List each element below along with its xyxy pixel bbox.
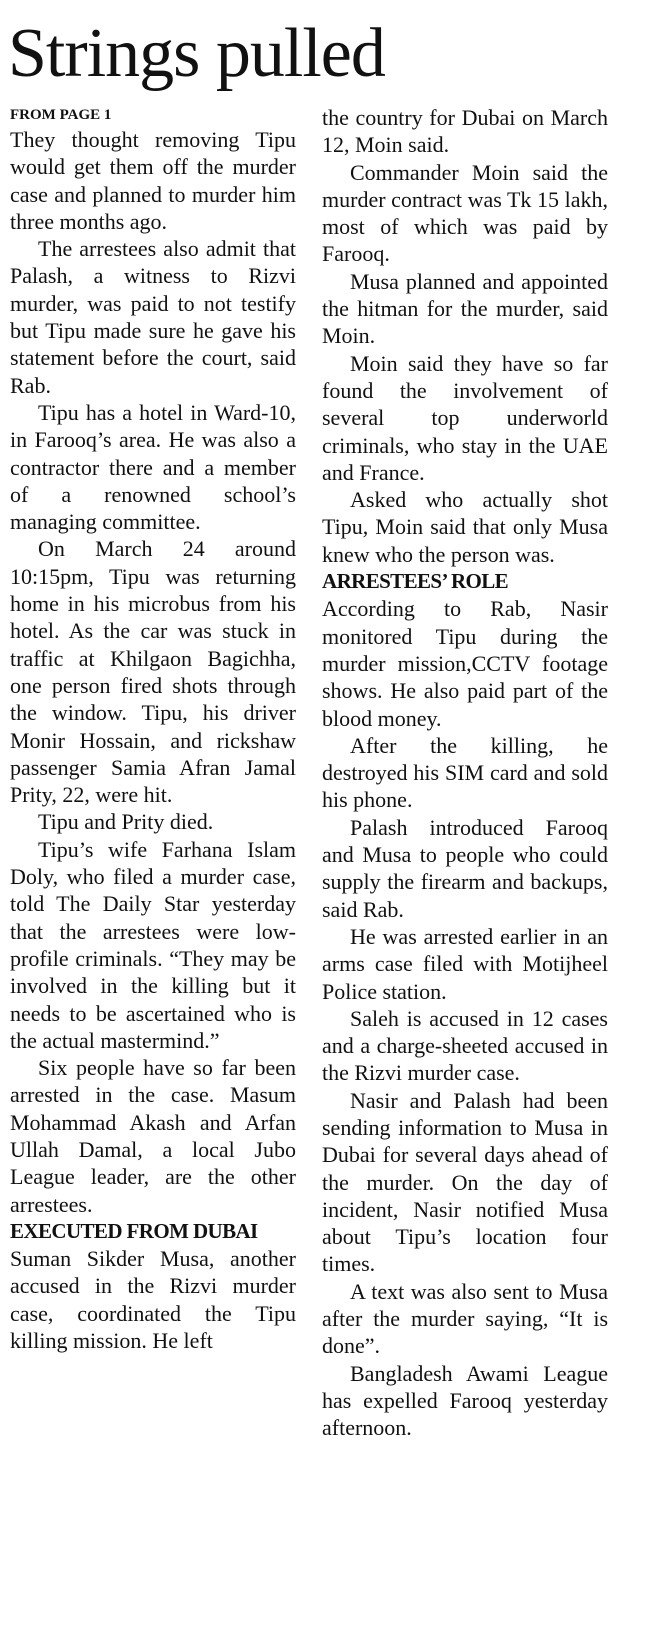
paragraph: After the killing, he destroyed his SIM card and sold his phone. <box>322 732 608 813</box>
paragraph: He was arrested earlier in an arms case filed with Motijheel Police station. <box>322 923 608 1004</box>
paragraph: Suman Sikder Musa, another accused in the Rizvi murder case, coordinated the Tipu killing mission. He left <box>10 1246 296 1354</box>
paragraph: Tipu’s wife Farhana Islam Doly, who filed a murder case, told The Daily Star yesterday that the arrestees were low-profile criminals. “They may be involved in the killing but it needs to be ascertained who is the actual mastermind.” <box>10 836 296 1053</box>
paragraph: Tipu has a hotel in Ward-10, in Farooq’s area. He was also a contractor there and a member of a renowned school’s managing committee. <box>10 399 296 535</box>
paragraph: Six people have so far been arrested in the case. Masum Mohammad Akash and Arfan Ullah Damal, a local Jubo League leader, are the other arrestees. <box>10 1055 296 1217</box>
section-subhead: ARRESTEES’ ROLE <box>322 569 509 594</box>
paragraph: the country for Dubai on March 12, Moin said. <box>322 105 608 158</box>
article-column-left <box>10 104 296 1354</box>
paragraph: Palash introduced Farooq and Musa to people who could supply the firearm and backups, said Rab. <box>322 814 608 922</box>
paragraph: Nasir and Palash had been sending information to Musa in Dubai for several days ahead of the murder. On the day of incident, Nasir notified Musa about Tipu’s location four times. <box>322 1087 608 1277</box>
paragraph: Bangladesh Awami League has expelled Farooq yesterday afternoon. <box>322 1360 608 1441</box>
paragraph: On March 24 around 10:15pm, Tipu was returning home in his microbus from his hotel. As the car was stuck in traffic at Khilgaon Bagichha, one person fired shots through the window. Tipu, his driver Monir Hossain, and rickshaw passenger Samia Afran Jamal Prity, 22, were hit. <box>10 536 296 808</box>
paragraph: Commander Moin said the murder contract was Tk 15 lakh, most of which was paid by Farooq. <box>322 159 608 267</box>
paragraph: Moin said they have so far found the involvement of several top underworld criminals, who stay in the UAE and France. <box>322 350 608 485</box>
article-column-right <box>322 104 608 1442</box>
jump-kicker: FROM PAGE 1 <box>10 107 112 123</box>
paragraph: Saleh is accused in 12 cases and a charge-sheeted accused in the Rizvi murder case. <box>322 1005 608 1086</box>
paragraph: Tipu and Prity died. <box>38 809 214 835</box>
paragraph: Musa planned and appointed the hitman for the murder, said Moin. <box>322 268 608 349</box>
headline: Strings pulled <box>8 15 385 92</box>
paragraph: A text was also sent to Musa after the murder saying, “It is done”. <box>322 1278 608 1359</box>
paragraph: They thought removing Tipu would get them off the murder case and planned to murder him three months ago. <box>10 127 296 234</box>
paragraph: According to Rab, Nasir monitored Tipu during the murder mission,CCTV footage shows. He also paid part of the blood money. <box>322 596 608 731</box>
section-subhead: EXECUTED FROM DUBAI <box>10 1218 258 1243</box>
paragraph: The arrestees also admit that Palash, a witness to Rizvi murder, was paid to not testify but Tipu made sure he gave his statement before the court, said Rab. <box>10 236 296 398</box>
paragraph: Asked who actually shot Tipu, Moin said that only Musa knew who the person was. <box>322 487 608 567</box>
